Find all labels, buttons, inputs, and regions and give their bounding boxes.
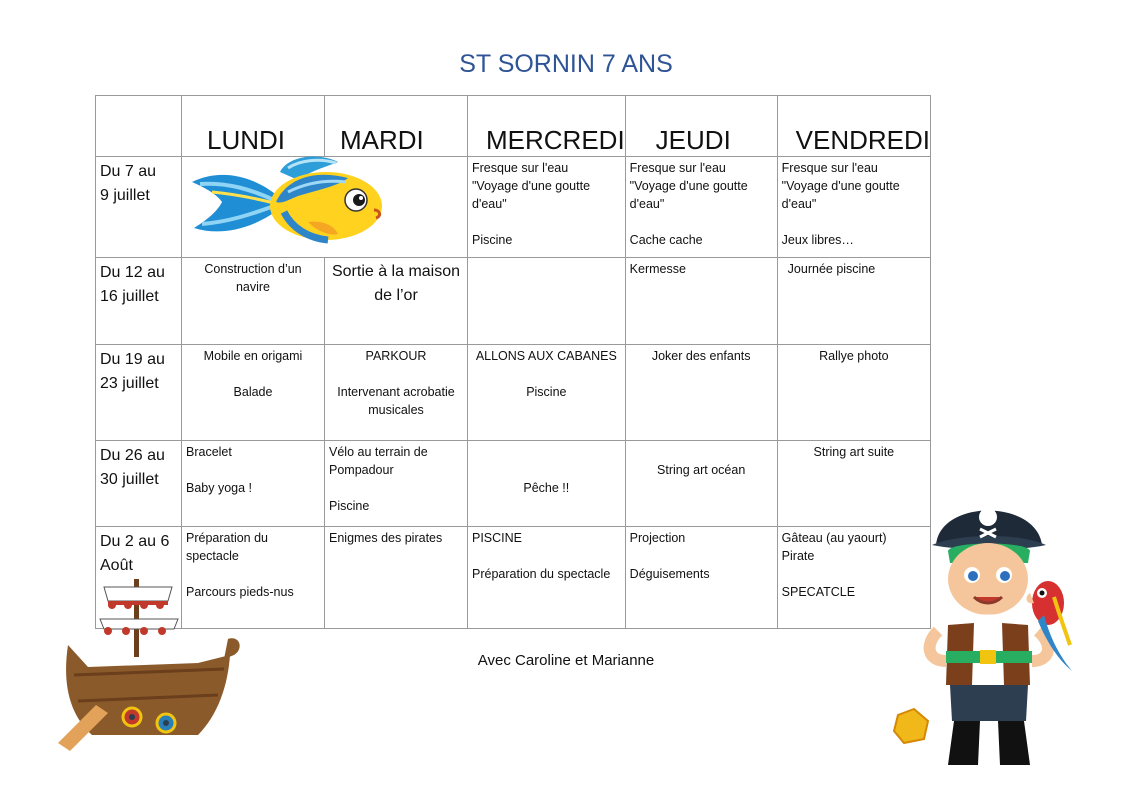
week-label: Du 2 au 6 Août [96, 527, 182, 629]
schedule-cell: Fresque sur l'eau "Voyage d'une goutte d'eau" Cache cache [625, 157, 777, 258]
week-label: Du 7 au 9 juillet [96, 157, 182, 258]
schedule-cell: Projection Déguisements [625, 527, 777, 629]
schedule-cell: Journée piscine [777, 258, 930, 345]
schedule-cell [468, 258, 626, 345]
week-row [96, 441, 931, 527]
schedule-cell: Enigmes des pirates [325, 527, 468, 629]
schedule-cell: Pêche !! [468, 441, 626, 527]
ship-icon [48, 575, 248, 775]
header-row [96, 96, 931, 157]
schedule-cell: Bracelet Baby yoga ! [182, 441, 325, 527]
day-header-mardi: MARDI [325, 96, 468, 157]
footer-note: Avec Caroline et Marianne [477, 652, 655, 669]
schedule-cell: String art océan [625, 441, 777, 527]
schedule-cell: ALLONS AUX CABANES Piscine [468, 345, 626, 441]
schedule-cell: String art suite [777, 441, 930, 527]
schedule-cell: Gâteau (au yaourt) Pirate SPECATCLE [777, 527, 930, 629]
week-row [96, 258, 931, 345]
day-header-vendredi: VENDREDI [777, 96, 930, 157]
schedule-cell: PARKOUR Intervenant acrobatie musicales [325, 345, 468, 441]
day-header-lundi: LUNDI [182, 96, 325, 157]
fish-icon [188, 152, 388, 250]
corner-cell [96, 96, 182, 157]
schedule-cell: Sortie à la maison de l’or [325, 258, 468, 345]
schedule-cell: PISCINE Préparation du spectacle [468, 527, 626, 629]
schedule-cell: Fresque sur l'eau "Voyage d'une goutte d'eau" Piscine [468, 157, 626, 258]
schedule-cell: Mobile en origami Balade [182, 345, 325, 441]
day-header-jeudi: JEUDI [625, 96, 777, 157]
schedule-cell: Construction d’un navire [182, 258, 325, 345]
schedule-cell: Préparation du spectacle Parcours pieds-nus [182, 527, 325, 629]
schedule-cell: Fresque sur l'eau "Voyage d'une goutte d'eau" Jeux libres… [777, 157, 930, 258]
day-header-mercredi: MERCREDI [468, 96, 626, 157]
schedule-cell: Kermesse [625, 258, 777, 345]
schedule-cell: Vélo au terrain de Pompadour Piscine [325, 441, 468, 527]
schedule-cell: Rallye photo [777, 345, 930, 441]
week-label: Du 26 au 30 juillet [96, 441, 182, 527]
schedule-cell: Joker des enfants [625, 345, 777, 441]
week-label: Du 12 au 16 juillet [96, 258, 182, 345]
pirate-icon [888, 485, 1088, 785]
page-title: ST SORNIN 7 ANS [459, 50, 673, 78]
week-row [96, 345, 931, 441]
week-label: Du 19 au 23 juillet [96, 345, 182, 441]
